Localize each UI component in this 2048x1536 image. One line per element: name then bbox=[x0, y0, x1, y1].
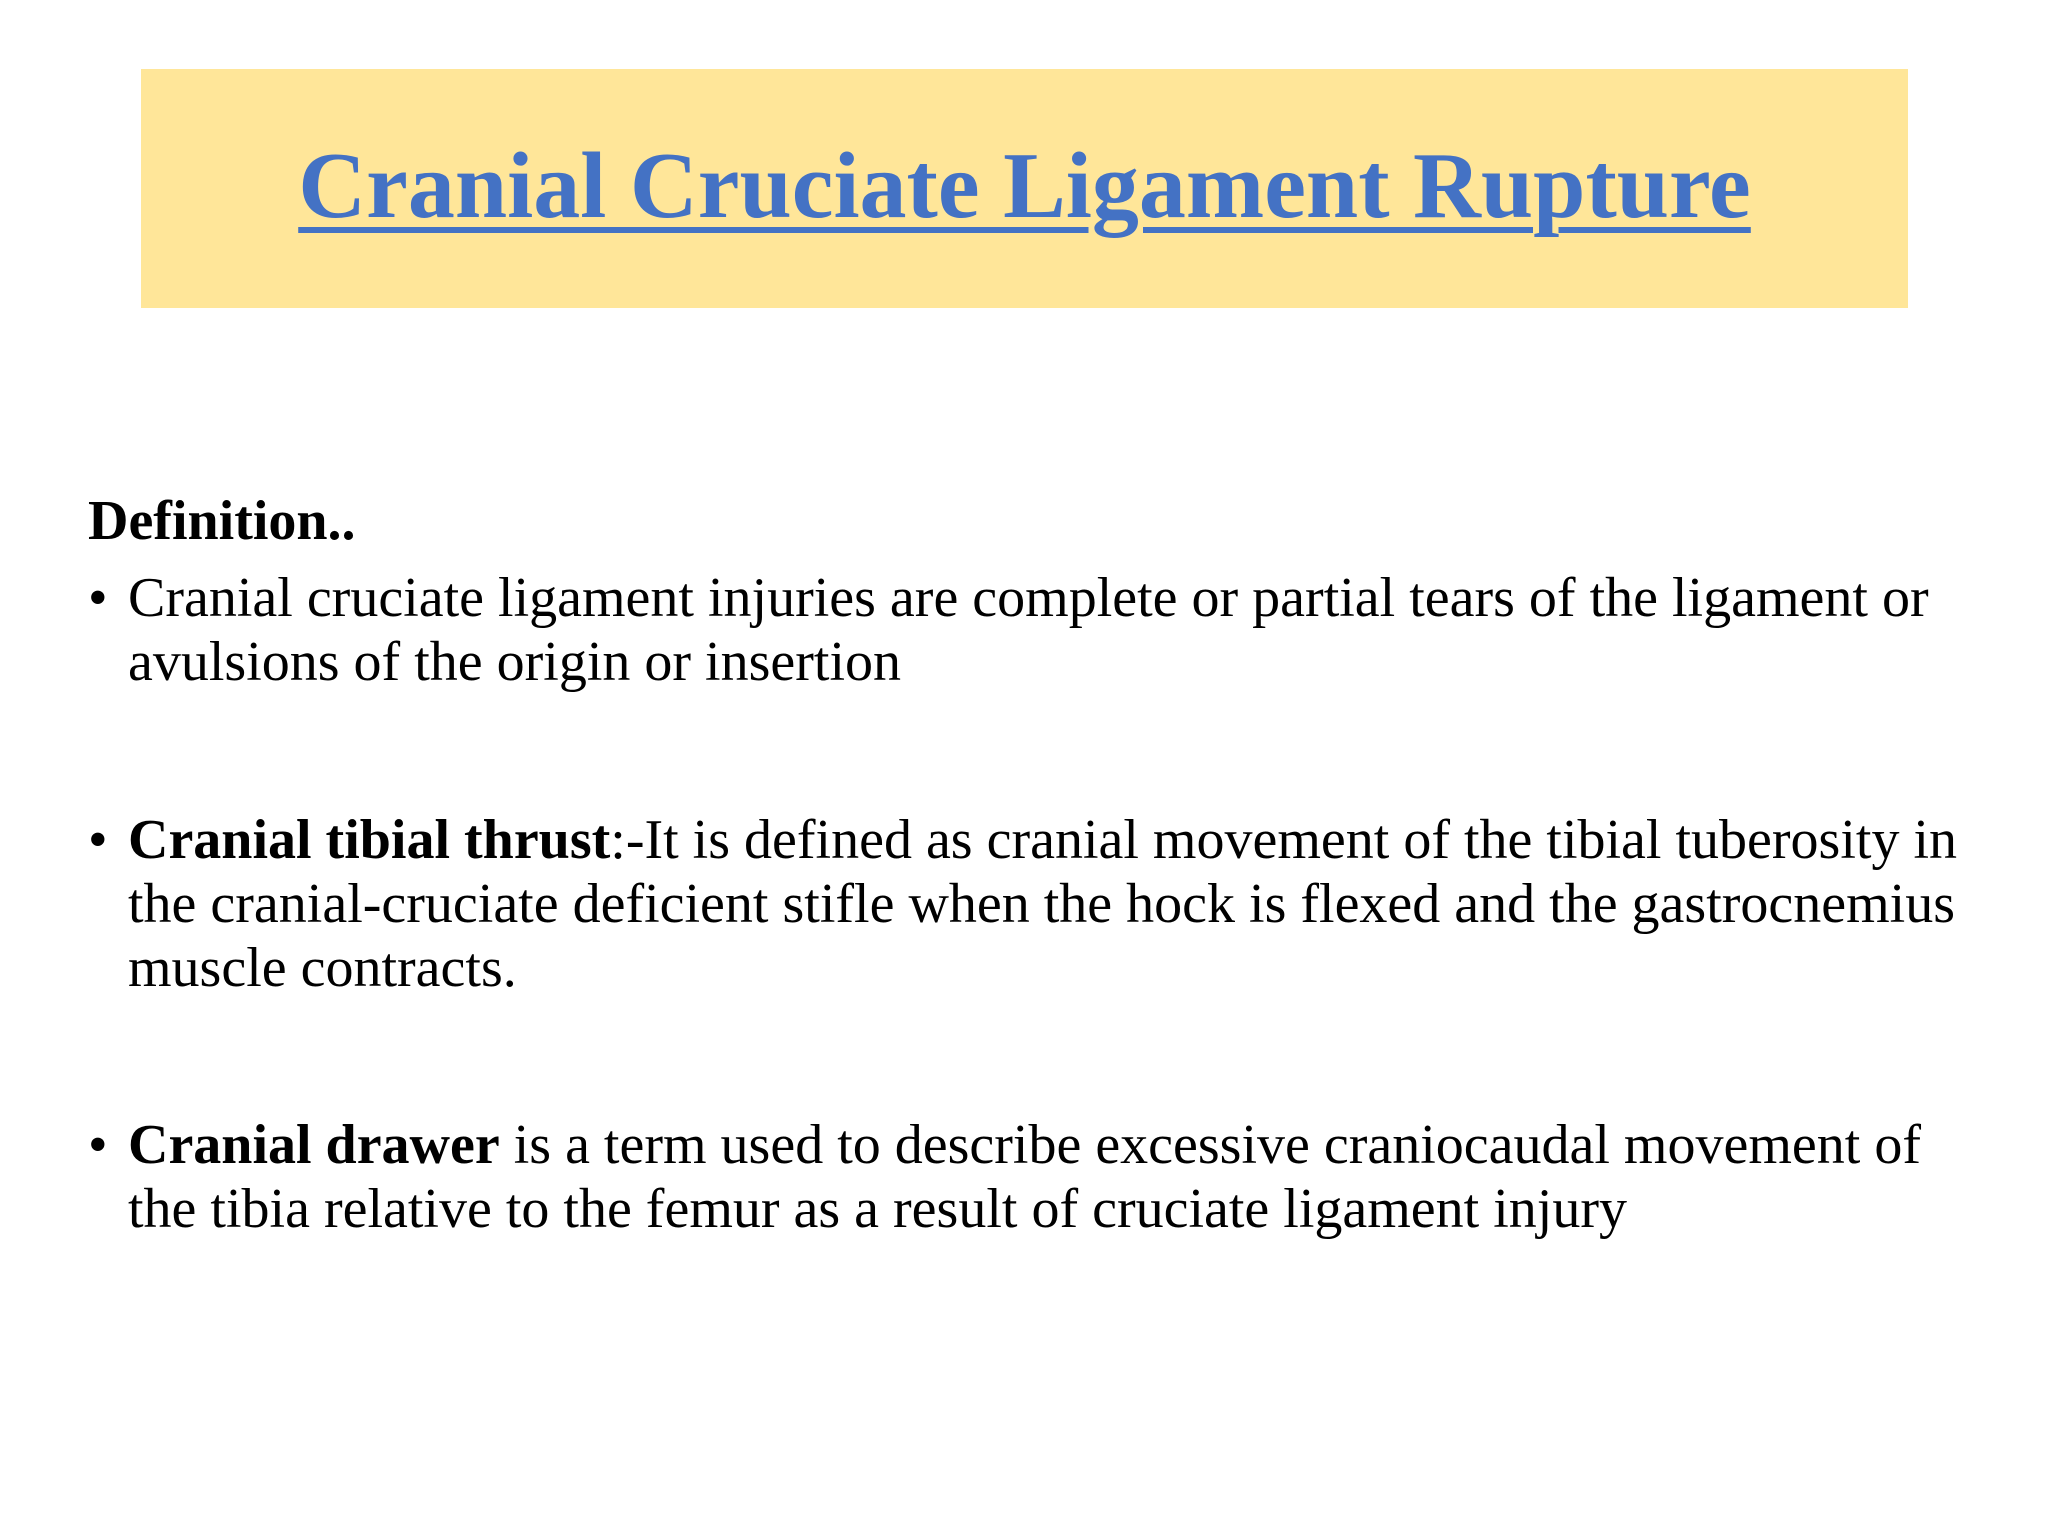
definition-heading: Definition.. bbox=[88, 490, 356, 552]
bullet-term: Cranial tibial thrust bbox=[128, 809, 611, 871]
bullet-dot-icon: • bbox=[88, 1114, 108, 1176]
slide-content bbox=[88, 488, 1968, 1241]
bullet-text: :-It is defined as cranial movement of the tibial tuberosity in the cranial-cruciate deficient stifle when the hock is flexed and the gastrocnemius muscle contracts. bbox=[128, 809, 1957, 999]
bullet-term: Cranial drawer bbox=[128, 1114, 500, 1176]
bullet-item bbox=[88, 566, 1968, 694]
bullet-dot-icon: • bbox=[88, 567, 108, 629]
title-banner bbox=[141, 69, 1908, 308]
bullet-item bbox=[88, 1113, 1968, 1241]
bullet-text: Cranial cruciate ligament injuries are complete or partial tears of the ligament or avulsions of the origin or insertion bbox=[128, 567, 1929, 693]
bullet-dot-icon: • bbox=[88, 809, 108, 871]
bullet-item bbox=[88, 808, 1968, 1000]
bullet-text: is a term used to describe excessive craniocaudal movement of the tibia relative to the femur as a result of cruciate ligament injury bbox=[128, 1114, 1921, 1240]
slide-title: Cranial Cruciate Ligament Rupture bbox=[298, 133, 1751, 238]
